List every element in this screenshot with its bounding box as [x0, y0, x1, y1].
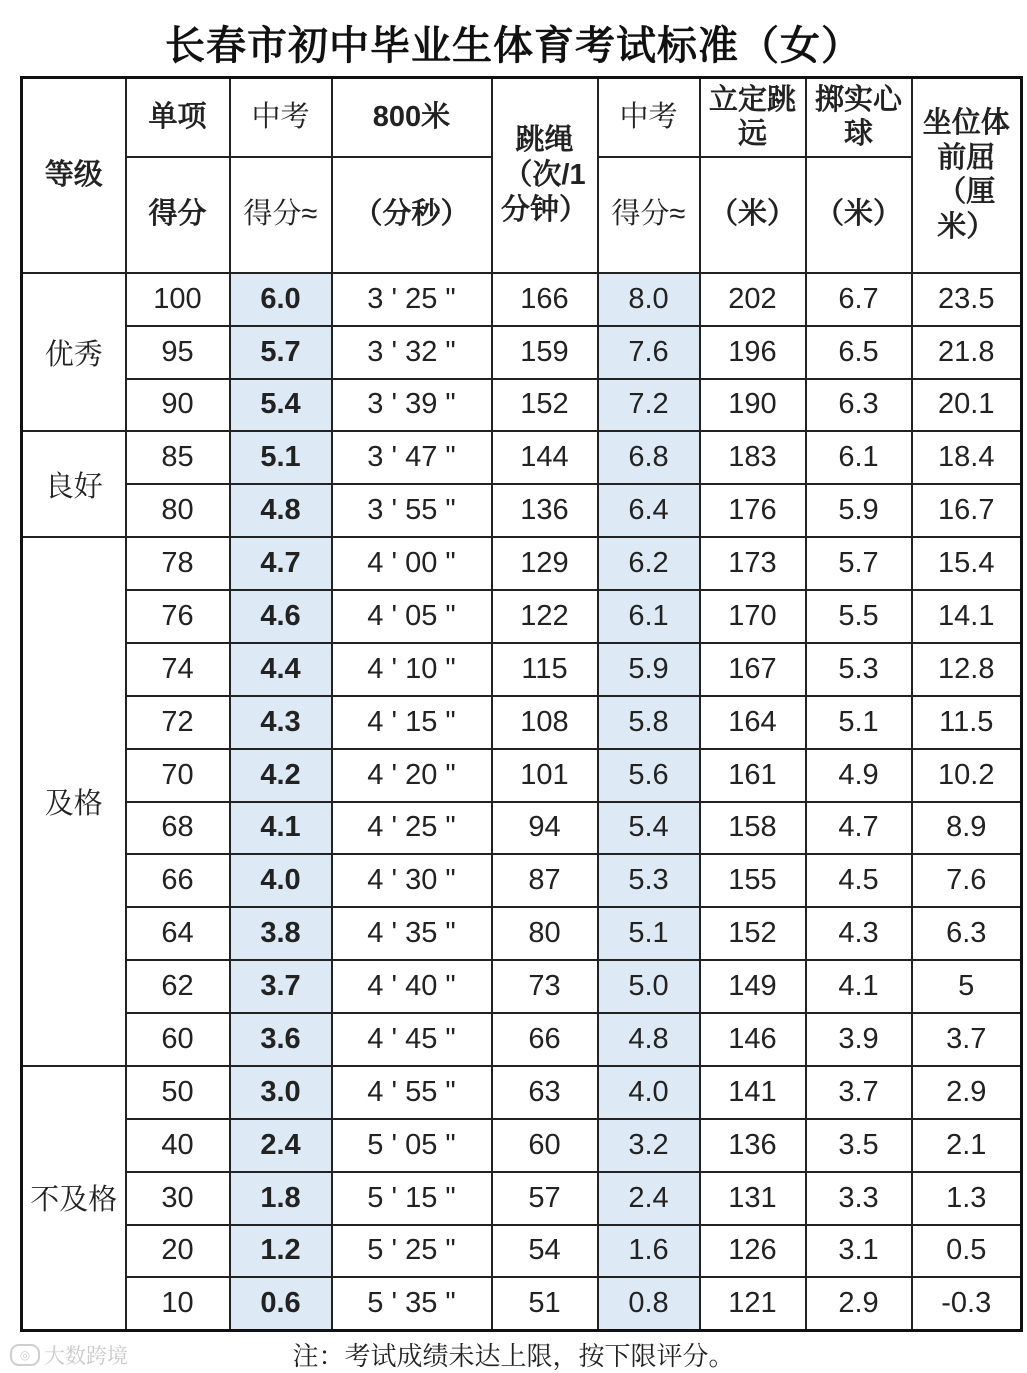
cell-single-score: 30 — [126, 1172, 230, 1225]
cell-medicine-ball: 2.9 — [806, 1277, 912, 1330]
cell-exam-score-run: 4.1 — [230, 802, 332, 855]
level-cell: 优秀 — [22, 273, 126, 432]
cell-800m-time: 5 ' 25 " — [332, 1225, 492, 1278]
cell-exam-score-field: 7.2 — [598, 379, 700, 432]
cell-medicine-ball: 4.9 — [806, 749, 912, 802]
cell-standing-long-jump: 167 — [700, 643, 806, 696]
header-score2-top: 中考 — [598, 78, 700, 157]
header-reach: 坐位体 前屈 （厘 米） — [912, 78, 1022, 273]
table-row — [22, 696, 1022, 749]
cell-800m-time: 5 ' 05 " — [332, 1119, 492, 1172]
cell-exam-score-run: 4.2 — [230, 749, 332, 802]
cell-medicine-ball: 5.1 — [806, 696, 912, 749]
cell-medicine-ball: 3.9 — [806, 1013, 912, 1066]
cell-800m-time: 4 ' 55 " — [332, 1066, 492, 1119]
cell-standing-long-jump: 146 — [700, 1013, 806, 1066]
table-row — [22, 1066, 1022, 1119]
header-run-bottom: （分秒） — [332, 157, 492, 273]
cell-exam-score-run: 5.1 — [230, 431, 332, 484]
cell-medicine-ball: 5.5 — [806, 590, 912, 643]
cell-800m-time: 3 ' 32 " — [332, 326, 492, 379]
cell-exam-score-run: 3.6 — [230, 1013, 332, 1066]
cell-single-score: 72 — [126, 696, 230, 749]
table-row — [22, 907, 1022, 960]
cell-medicine-ball: 5.9 — [806, 484, 912, 537]
cell-standing-long-jump: 152 — [700, 907, 806, 960]
cell-single-score: 100 — [126, 273, 230, 326]
cell-800m-time: 4 ' 05 " — [332, 590, 492, 643]
cell-standing-long-jump: 196 — [700, 326, 806, 379]
table-body — [22, 78, 1022, 1331]
cell-exam-score-field: 2.4 — [598, 1172, 700, 1225]
cell-rope-skipping: 94 — [492, 802, 598, 855]
cell-rope-skipping: 60 — [492, 1119, 598, 1172]
cell-standing-long-jump: 183 — [700, 431, 806, 484]
cell-rope-skipping: 80 — [492, 907, 598, 960]
cell-standing-long-jump: 136 — [700, 1119, 806, 1172]
cell-single-score: 74 — [126, 643, 230, 696]
cell-exam-score-field: 8.0 — [598, 273, 700, 326]
cell-standing-long-jump: 176 — [700, 484, 806, 537]
cell-standing-long-jump: 158 — [700, 802, 806, 855]
cell-exam-score-run: 0.6 — [230, 1277, 332, 1330]
cell-exam-score-field: 5.6 — [598, 749, 700, 802]
cell-sit-and-reach: 16.7 — [912, 484, 1022, 537]
cell-sit-and-reach: 15.4 — [912, 537, 1022, 590]
header-single-top: 单项 — [126, 78, 230, 157]
cell-standing-long-jump: 121 — [700, 1277, 806, 1330]
cell-exam-score-field: 7.6 — [598, 326, 700, 379]
cell-exam-score-field: 5.3 — [598, 854, 700, 907]
cell-single-score: 62 — [126, 960, 230, 1013]
cell-sit-and-reach: 23.5 — [912, 273, 1022, 326]
cell-sit-and-reach: 18.4 — [912, 431, 1022, 484]
cell-exam-score-run: 4.3 — [230, 696, 332, 749]
cell-single-score: 85 — [126, 431, 230, 484]
standards-table — [20, 76, 1023, 1332]
cell-exam-score-field: 0.8 — [598, 1277, 700, 1330]
cell-exam-score-field: 4.0 — [598, 1066, 700, 1119]
cell-medicine-ball: 5.7 — [806, 537, 912, 590]
header-ball-top: 掷实心 球 — [806, 78, 912, 157]
cell-single-score: 60 — [126, 1013, 230, 1066]
cell-rope-skipping: 87 — [492, 854, 598, 907]
table-row — [22, 749, 1022, 802]
cell-rope-skipping: 108 — [492, 696, 598, 749]
cell-sit-and-reach: 10.2 — [912, 749, 1022, 802]
cell-single-score: 68 — [126, 802, 230, 855]
table-row — [22, 854, 1022, 907]
cell-exam-score-run: 3.0 — [230, 1066, 332, 1119]
cell-exam-score-run: 3.7 — [230, 960, 332, 1013]
cell-800m-time: 3 ' 39 " — [332, 379, 492, 432]
cell-rope-skipping: 166 — [492, 273, 598, 326]
watermark-logo-icon: ◎ — [10, 1344, 40, 1366]
level-cell: 良好 — [22, 431, 126, 537]
cell-exam-score-run: 4.8 — [230, 484, 332, 537]
cell-medicine-ball: 4.3 — [806, 907, 912, 960]
cell-medicine-ball: 6.1 — [806, 431, 912, 484]
cell-exam-score-run: 1.2 — [230, 1225, 332, 1278]
cell-sit-and-reach: 7.6 — [912, 854, 1022, 907]
cell-exam-score-run: 2.4 — [230, 1119, 332, 1172]
cell-exam-score-field: 3.2 — [598, 1119, 700, 1172]
cell-standing-long-jump: 155 — [700, 854, 806, 907]
cell-rope-skipping: 136 — [492, 484, 598, 537]
cell-sit-and-reach: 21.8 — [912, 326, 1022, 379]
cell-medicine-ball: 4.5 — [806, 854, 912, 907]
header-row-1 — [22, 78, 1022, 157]
cell-800m-time: 4 ' 40 " — [332, 960, 492, 1013]
cell-800m-time: 4 ' 20 " — [332, 749, 492, 802]
cell-medicine-ball: 5.3 — [806, 643, 912, 696]
cell-rope-skipping: 152 — [492, 379, 598, 432]
cell-800m-time: 4 ' 35 " — [332, 907, 492, 960]
table-row — [22, 1172, 1022, 1225]
cell-sit-and-reach: 1.3 — [912, 1172, 1022, 1225]
cell-sit-and-reach: 20.1 — [912, 379, 1022, 432]
cell-standing-long-jump: 149 — [700, 960, 806, 1013]
table-row — [22, 273, 1022, 326]
cell-medicine-ball: 6.7 — [806, 273, 912, 326]
cell-800m-time: 5 ' 35 " — [332, 1277, 492, 1330]
header-level: 等级 — [22, 78, 126, 273]
cell-exam-score-run: 4.6 — [230, 590, 332, 643]
cell-800m-time: 4 ' 25 " — [332, 802, 492, 855]
cell-standing-long-jump: 202 — [700, 273, 806, 326]
cell-medicine-ball: 3.1 — [806, 1225, 912, 1278]
cell-medicine-ball: 6.3 — [806, 379, 912, 432]
cell-exam-score-run: 5.4 — [230, 379, 332, 432]
cell-medicine-ball: 4.1 — [806, 960, 912, 1013]
header-score2-bottom: 得分≈ — [598, 157, 700, 273]
cell-standing-long-jump: 141 — [700, 1066, 806, 1119]
cell-rope-skipping: 115 — [492, 643, 598, 696]
cell-rope-skipping: 73 — [492, 960, 598, 1013]
cell-800m-time: 3 ' 47 " — [332, 431, 492, 484]
header-run-top: 800米 — [332, 78, 492, 157]
cell-single-score: 80 — [126, 484, 230, 537]
cell-single-score: 78 — [126, 537, 230, 590]
table-row — [22, 537, 1022, 590]
cell-exam-score-field: 5.4 — [598, 802, 700, 855]
header-ball-bottom: （米） — [806, 157, 912, 273]
cell-sit-and-reach: -0.3 — [912, 1277, 1022, 1330]
cell-medicine-ball: 6.5 — [806, 326, 912, 379]
cell-exam-score-run: 5.7 — [230, 326, 332, 379]
cell-standing-long-jump: 170 — [700, 590, 806, 643]
cell-800m-time: 3 ' 25 " — [332, 273, 492, 326]
cell-800m-time: 4 ' 45 " — [332, 1013, 492, 1066]
cell-rope-skipping: 144 — [492, 431, 598, 484]
table-row — [22, 1225, 1022, 1278]
cell-sit-and-reach: 0.5 — [912, 1225, 1022, 1278]
table-row — [22, 1119, 1022, 1172]
cell-sit-and-reach: 11.5 — [912, 696, 1022, 749]
cell-rope-skipping: 122 — [492, 590, 598, 643]
cell-exam-score-field: 5.0 — [598, 960, 700, 1013]
cell-sit-and-reach: 14.1 — [912, 590, 1022, 643]
cell-single-score: 70 — [126, 749, 230, 802]
cell-sit-and-reach: 5 — [912, 960, 1022, 1013]
table-row — [22, 1277, 1022, 1330]
cell-800m-time: 5 ' 15 " — [332, 1172, 492, 1225]
cell-single-score: 10 — [126, 1277, 230, 1330]
header-single-bottom: 得分 — [126, 157, 230, 273]
cell-800m-time: 4 ' 15 " — [332, 696, 492, 749]
cell-exam-score-field: 6.8 — [598, 431, 700, 484]
cell-medicine-ball: 4.7 — [806, 802, 912, 855]
table-row — [22, 484, 1022, 537]
cell-medicine-ball: 3.3 — [806, 1172, 912, 1225]
table-row — [22, 802, 1022, 855]
cell-sit-and-reach: 8.9 — [912, 802, 1022, 855]
level-cell: 及格 — [22, 537, 126, 1066]
table-row — [22, 960, 1022, 1013]
cell-rope-skipping: 101 — [492, 749, 598, 802]
cell-standing-long-jump: 173 — [700, 537, 806, 590]
cell-800m-time: 3 ' 55 " — [332, 484, 492, 537]
cell-sit-and-reach: 2.9 — [912, 1066, 1022, 1119]
cell-medicine-ball: 3.7 — [806, 1066, 912, 1119]
cell-single-score: 90 — [126, 379, 230, 432]
cell-single-score: 20 — [126, 1225, 230, 1278]
cell-exam-score-field: 5.9 — [598, 643, 700, 696]
cell-sit-and-reach: 12.8 — [912, 643, 1022, 696]
cell-exam-score-field: 5.8 — [598, 696, 700, 749]
header-jump-bottom: （米） — [700, 157, 806, 273]
cell-exam-score-run: 3.8 — [230, 907, 332, 960]
cell-800m-time: 4 ' 00 " — [332, 537, 492, 590]
watermark — [10, 1340, 128, 1370]
cell-single-score: 50 — [126, 1066, 230, 1119]
cell-sit-and-reach: 3.7 — [912, 1013, 1022, 1066]
cell-exam-score-field: 1.6 — [598, 1225, 700, 1278]
table-row — [22, 326, 1022, 379]
cell-standing-long-jump: 164 — [700, 696, 806, 749]
cell-exam-score-field: 4.8 — [598, 1013, 700, 1066]
cell-exam-score-run: 4.7 — [230, 537, 332, 590]
cell-sit-and-reach: 6.3 — [912, 907, 1022, 960]
cell-800m-time: 4 ' 10 " — [332, 643, 492, 696]
cell-rope-skipping: 57 — [492, 1172, 598, 1225]
cell-standing-long-jump: 126 — [700, 1225, 806, 1278]
cell-rope-skipping: 63 — [492, 1066, 598, 1119]
header-score1-top: 中考 — [230, 78, 332, 157]
header-score1-bottom: 得分≈ — [230, 157, 332, 273]
cell-single-score: 95 — [126, 326, 230, 379]
footnote: 注：考试成绩未达上限，按下限评分。 — [292, 1342, 735, 1372]
cell-standing-long-jump: 131 — [700, 1172, 806, 1225]
table-row — [22, 1013, 1022, 1066]
cell-exam-score-run: 1.8 — [230, 1172, 332, 1225]
table-row — [22, 643, 1022, 696]
watermark-text: 大数跨境 — [44, 1344, 128, 1368]
cell-rope-skipping: 51 — [492, 1277, 598, 1330]
header-rope: 跳绳 （次/1 分钟） — [492, 78, 598, 273]
cell-exam-score-field: 6.4 — [598, 484, 700, 537]
cell-exam-score-run: 6.0 — [230, 273, 332, 326]
cell-rope-skipping: 159 — [492, 326, 598, 379]
cell-standing-long-jump: 161 — [700, 749, 806, 802]
cell-single-score: 64 — [126, 907, 230, 960]
cell-rope-skipping: 54 — [492, 1225, 598, 1278]
level-cell: 不及格 — [22, 1066, 126, 1331]
cell-exam-score-run: 4.0 — [230, 854, 332, 907]
table-row — [22, 379, 1022, 432]
cell-exam-score-field: 6.1 — [598, 590, 700, 643]
cell-800m-time: 4 ' 30 " — [332, 854, 492, 907]
table-row — [22, 431, 1022, 484]
cell-single-score: 76 — [126, 590, 230, 643]
cell-exam-score-field: 5.1 — [598, 907, 700, 960]
header-jump-top: 立定跳 远 — [700, 78, 806, 157]
cell-exam-score-run: 4.4 — [230, 643, 332, 696]
cell-rope-skipping: 129 — [492, 537, 598, 590]
cell-standing-long-jump: 190 — [700, 379, 806, 432]
cell-medicine-ball: 3.5 — [806, 1119, 912, 1172]
cell-single-score: 66 — [126, 854, 230, 907]
page-title: 长春市初中毕业生体育考试标准（女） — [165, 23, 862, 69]
table-row — [22, 590, 1022, 643]
cell-sit-and-reach: 2.1 — [912, 1119, 1022, 1172]
cell-single-score: 40 — [126, 1119, 230, 1172]
cell-rope-skipping: 66 — [492, 1013, 598, 1066]
cell-exam-score-field: 6.2 — [598, 537, 700, 590]
